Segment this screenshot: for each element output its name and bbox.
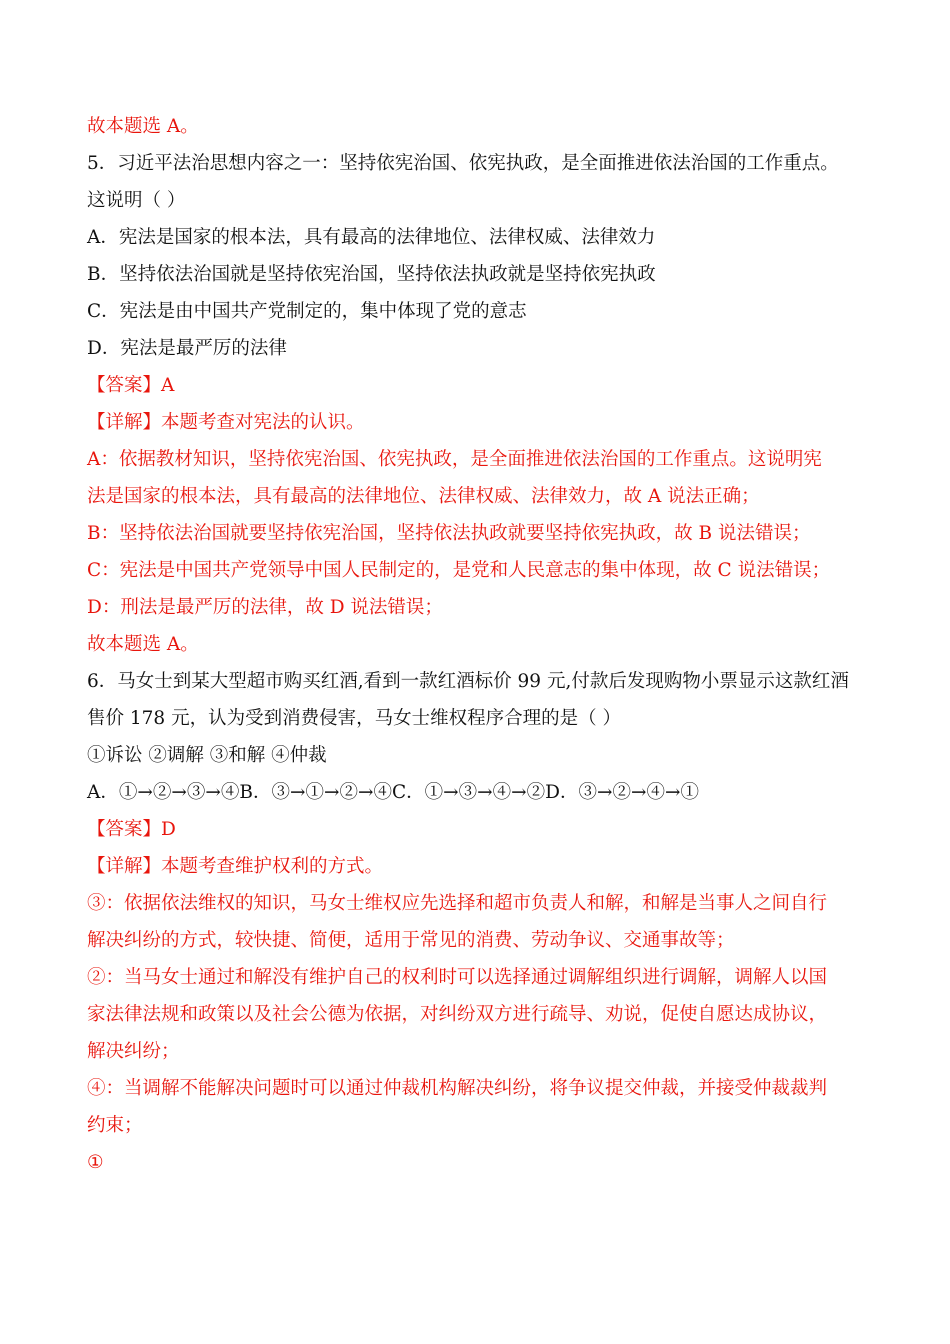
text-line-7: D．宪法是最严厉的法律 — [87, 338, 287, 359]
text-line-2: 5．习近平法治思想内容之一：坚持依宪治国、依宪执政，是全面推进依法治国的工作重点。 — [87, 153, 839, 174]
text-line-17: 售价 178 元，认为受到消费侵害，马女士维权程序合理的是（ ） — [87, 708, 621, 729]
text-line-26: 解决纠纷； — [87, 1041, 180, 1062]
text-line-19: A．①→②→③→④B．③→①→②→④C．①→③→④→②D．③→②→④→① — [87, 782, 699, 803]
text-line-11: 法是国家的根本法，具有最高的法律地位、法律权威、法律效力，故 A 说法正确； — [87, 486, 760, 507]
text-line-21: 【详解】本题考查维护权利的方式。 — [87, 856, 384, 877]
text-line-13: C：宪法是中国共产党领导中国人民制定的，是党和人民意志的集中体现，故 C 说法错误； — [87, 560, 831, 581]
text-line-23: 解决纠纷的方式，较快捷、简便，适用于常见的消费、劳动争议、交通事故等； — [87, 930, 735, 951]
text-line-29: ① — [87, 1152, 104, 1173]
text-line-12: B：坚持依法治国就要坚持依宪治国，坚持依法执政就要坚持依宪执政，故 B 说法错误； — [87, 523, 811, 544]
text-line-5: B．坚持依法治国就是坚持依宪治国，坚持依法执政就是坚持依宪执政 — [87, 264, 656, 285]
text-line-24: ②：当马女士通过和解没有维护自己的权利时可以选择通过调解组织进行调解，调解人以国 — [87, 967, 828, 988]
text-line-14: D：刑法是最严厉的法律，故 D 说法错误； — [87, 597, 443, 618]
text-line-28: 约束； — [87, 1115, 143, 1136]
text-line-4: A．宪法是国家的根本法，具有最高的法律地位、法律权威、法律效力 — [87, 227, 656, 248]
text-line-1: 故本题选 A。 — [87, 116, 199, 137]
text-line-8: 【答案】A — [87, 375, 175, 396]
text-line-25: 家法律法规和政策以及社会公德为依据，对纠纷双方进行疏导、劝说，促使自愿达成协议， — [87, 1004, 828, 1025]
text-line-3: 这说明（ ） — [87, 190, 186, 211]
text-line-27: ④：当调解不能解决问题时可以通过仲裁机构解决纠纷，将争议提交仲裁，并接受仲裁裁判 — [87, 1078, 828, 1099]
text-line-16: 6．马女士到某大型超市购买红酒,看到一款红酒标价 99 元,付款后发现购物小票显示这款红酒 — [87, 671, 849, 692]
text-line-20: 【答案】D — [87, 819, 176, 840]
text-line-9: 【详解】本题考查对宪法的认识。 — [87, 412, 365, 433]
text-line-10: A：依据教材知识，坚持依宪治国、依宪执政，是全面推进依法治国的工作重点。这说明宪 — [87, 449, 822, 470]
text-line-18: ①诉讼 ②调解 ③和解 ④仲裁 — [87, 745, 327, 766]
text-line-6: C．宪法是由中国共产党制定的，集中体现了党的意志 — [87, 301, 527, 322]
text-line-22: ③：依据依法维权的知识，马女士维权应先选择和超市负责人和解，和解是当事人之间自行 — [87, 893, 828, 914]
text-line-15: 故本题选 A。 — [87, 634, 199, 655]
